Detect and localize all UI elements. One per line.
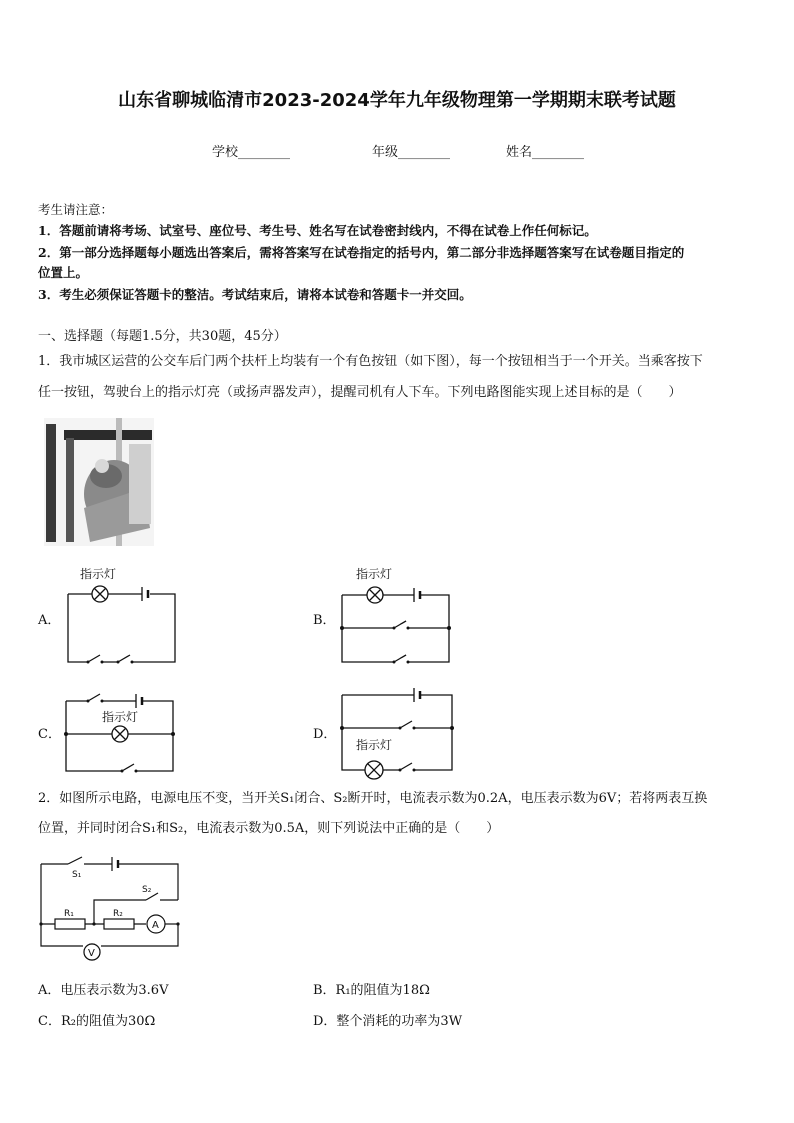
q1-option-a[interactable]: A． [38, 613, 61, 628]
circuit-diagram-b [336, 562, 461, 672]
q2-option-a[interactable]: A．电压表示数为3.6V [38, 983, 169, 998]
bus-button-photo [44, 418, 154, 546]
notice-item-2-cont: 位置上。 [38, 265, 89, 280]
name-field[interactable]: 姓名________ [506, 145, 585, 160]
circuit-diagram-a [60, 563, 185, 673]
page-title: 山东省聊城临清市2023-2024学年九年级物理第一学期期末联考试题 [118, 90, 676, 111]
q1-stem-line2: 任一按钮，驾驶台上的指示灯亮（或扬声器发声），提醒司机有人下车。下列电路图能实现上述目标的是（ ） [38, 385, 682, 400]
section-heading: 一、选择题（每题1.5分，共30题，45分） [38, 329, 287, 344]
q2-stem-line2: 位置，并同时闭合S₁和S₂，电流表示数为0.5A，则下列说法中正确的是（ ） [38, 821, 500, 836]
notice-item-3: 3．考生必须保证答题卡的整洁。考试结束后，请将本试卷和答题卡一并交回。 [38, 287, 472, 302]
notice-item-2: 2．第一部分选择题每小题选出答案后，需将答案写在试卷指定的括号内，第二部分非选择题答案写在试卷题目指定的 [38, 245, 685, 260]
grade-field[interactable]: 年级________ [372, 145, 451, 160]
lamp-label-a: 指示灯 [80, 567, 117, 581]
lamp-label-b: 指示灯 [356, 567, 393, 581]
voltmeter-label: V [88, 948, 95, 959]
notice-heading: 考生请注意： [38, 202, 114, 217]
lamp-label-c: 指示灯 [102, 710, 139, 724]
lamp-label-d: 指示灯 [356, 738, 393, 752]
r2-label: R₂ [113, 909, 123, 919]
r1-label: R₁ [64, 909, 74, 919]
notice-item-1: 1．答题前请将考场、试室号、座位号、考生号、姓名写在试卷密封线内，不得在试卷上作任何标记。 [38, 223, 597, 238]
q1-option-d[interactable]: D． [313, 727, 337, 742]
q2-stem-line1: 2．如图所示电路，电源电压不变，当开关S₁闭合、S₂断开时，电流表示数为0.2A，电压表示数为6V；若将两表互换 [38, 791, 708, 806]
circuit-diagram-c [60, 688, 185, 788]
q1-option-c[interactable]: C． [38, 727, 61, 742]
q2-circuit-diagram [38, 852, 183, 964]
q1-stem-line1: 1．我市城区运营的公交车后门两个扶杆上均装有一个有色按钮（如下图），每一个按钮相当于一个开关。当乘客按下 [38, 354, 703, 369]
s1-label: S₁ [72, 870, 82, 880]
q1-option-b[interactable]: B． [313, 613, 336, 628]
ammeter-label: A [152, 920, 159, 931]
q2-option-c[interactable]: C．R₂的阻值为30Ω [38, 1014, 156, 1029]
q2-option-b[interactable]: B．R₁的阻值为18Ω [313, 983, 430, 998]
s2-label: S₂ [142, 885, 152, 895]
school-field[interactable]: 学校________ [212, 145, 291, 160]
circuit-diagram-d [336, 680, 461, 790]
q2-option-d[interactable]: D．整个消耗的功率为3W [313, 1014, 463, 1029]
